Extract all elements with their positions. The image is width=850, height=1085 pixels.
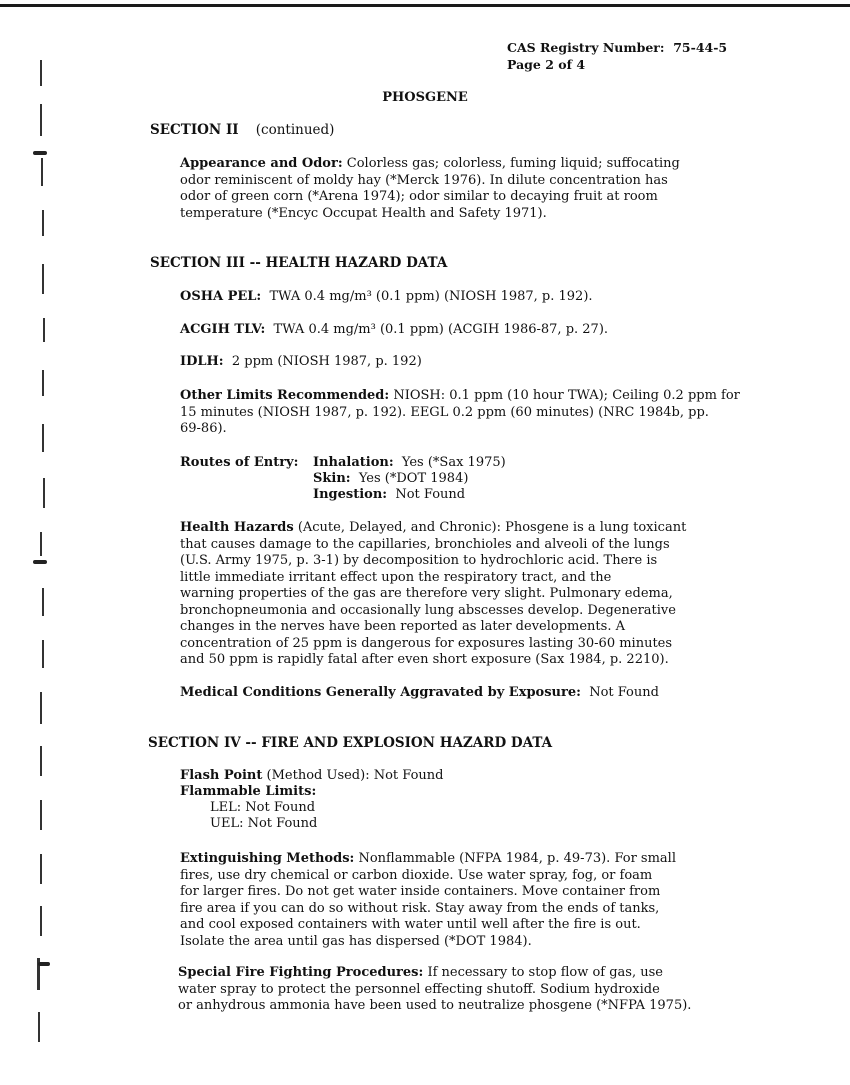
health-hazards-label: Health Hazards	[180, 520, 294, 535]
health-hazards-line: (Acute, Delayed, and Chronic): Phosgene is a lung toxicant	[297, 520, 687, 535]
section-2-title: SECTION II	[150, 122, 239, 138]
appearance-line: odor of green corn (*Arena 1974); odor similar to decaying fruit at room	[180, 189, 658, 204]
flash-point	[180, 768, 443, 785]
section-2-continued: (continued)	[255, 122, 335, 138]
other-limits-line: 15 minutes (NIOSH 1987, p. 192). EEGL 0.2 ppm (60 minutes) (NRC 1984b, pp.	[180, 404, 709, 420]
health-hazards-line: and 50 ppm is rapidly fatal after even short exposure (Sax 1984, p. 2210).	[180, 652, 669, 667]
cas-number: 75-44-5	[673, 40, 728, 55]
appearance-line: Colorless gas; colorless, fuming liquid; suffocating	[346, 156, 680, 171]
health-hazards-line: (U.S. Army 1975, p. 3-1) by decomposition to hydrochloric acid. There is	[180, 553, 658, 568]
route-label: Inhalation:	[313, 455, 394, 470]
medical-value: Not Found	[589, 685, 659, 700]
other-limits-line: NIOSH: 0.1 ppm (10 hour TWA); Ceiling 0.2 ppm for	[393, 388, 740, 403]
special-procedures-label: Special Fire Fighting Procedures:	[178, 965, 424, 980]
flash-point-label: Flash Point	[180, 768, 263, 783]
section-3-title: SECTION III -- HEALTH HAZARD DATA	[150, 255, 448, 271]
idlh-label: IDLH:	[180, 354, 224, 369]
appearance-paragraph	[180, 156, 680, 222]
other-limits-label: Other Limits Recommended:	[180, 388, 390, 403]
page-number: Page 2 of 4	[507, 57, 586, 72]
appearance-line: odor reminiscent of moldy hay (*Merck 1976). In dilute concentration has	[180, 172, 668, 188]
extinguishing-line: fires, use dry chemical or carbon dioxide. Use water spray, fog, or foam	[180, 867, 653, 883]
extinguishing-line: Nonflammable (NFPA 1984, p. 49-73). For small	[358, 851, 676, 866]
route-value: Yes (*Sax 1975)	[401, 455, 506, 470]
top-border-rule	[0, 4, 850, 7]
section-3-heading	[150, 255, 447, 271]
route-ingestion	[313, 487, 465, 504]
route-label: Skin:	[313, 471, 351, 486]
appearance-label: Appearance and Odor:	[180, 156, 343, 171]
health-hazards-paragraph	[180, 520, 686, 669]
other-limits-line: 69-86).	[180, 421, 227, 436]
medical-conditions	[180, 685, 659, 702]
extinguishing-label: Extinguishing Methods:	[180, 851, 355, 866]
idlh	[180, 354, 422, 371]
section-2-heading	[150, 122, 334, 138]
section-4-title: SECTION IV -- FIRE AND EXPLOSION HAZARD DATA	[148, 735, 553, 751]
routes-label: Routes of Entry:	[180, 455, 299, 470]
appearance-line: temperature (*Encyc Occupat Health and Safety 1971).	[180, 205, 547, 221]
health-hazards-line: bronchopneumonia and occasionally lung abscesses develop. Degenerative	[180, 602, 676, 618]
health-hazards-line: changes in the nerves have been reported as later developments. A	[180, 619, 625, 634]
flammable-limits	[180, 784, 316, 801]
document-title: PHOSGENE	[382, 90, 468, 105]
route-value: Not Found	[395, 487, 466, 502]
extinguishing-line: Isolate the area until gas has dispersed (*DOT 1984).	[180, 933, 532, 949]
special-procedures-line: water spray to protect the personnel effecting shutoff. Sodium hydroxide	[178, 981, 660, 997]
special-procedures-paragraph	[178, 965, 691, 1015]
osha-value: TWA 0.4 mg/m³ (0.1 ppm) (NIOSH 1987, p. 192).	[269, 289, 593, 304]
cas-label: CAS Registry Number:	[507, 40, 665, 55]
health-hazards-line: concentration of 25 ppm is dangerous for exposures lasting 30-60 minutes	[180, 635, 673, 651]
flammable-limits-label: Flammable Limits:	[180, 784, 317, 799]
acgih-tlv	[180, 322, 608, 339]
route-value: Yes (*DOT 1984)	[358, 471, 469, 486]
route-skin	[313, 471, 468, 488]
health-hazards-line: that causes damage to the capillaries, bronchioles and alveoli of the lungs	[180, 536, 670, 552]
osha-label: OSHA PEL:	[180, 289, 262, 304]
extinguishing-line: for larger fires. Do not get water inside containers. Move container from	[180, 884, 661, 899]
acgih-label: ACGIH TLV:	[180, 322, 266, 337]
extinguishing-line: fire area if you can do so without risk. Stay away from the ends of tanks,	[180, 900, 660, 916]
page-header	[507, 39, 727, 73]
health-hazards-line: warning properties of the gas are therefore very slight. Pulmonary edema,	[180, 586, 673, 601]
uel-value: UEL: Not Found	[210, 816, 318, 831]
acgih-value: TWA 0.4 mg/m³ (0.1 ppm) (ACGIH 1986-87, p. 27).	[273, 322, 609, 337]
extinguishing-line: and cool exposed containers with water until well after the fire is out.	[180, 917, 641, 932]
route-inhalation	[313, 455, 506, 472]
health-hazards-line: little immediate irritant effect upon the respiratory tract, and the	[180, 569, 612, 585]
other-limits-paragraph	[180, 388, 740, 438]
lel-value: LEL: Not Found	[210, 800, 316, 815]
idlh-value: 2 ppm (NIOSH 1987, p. 192)	[231, 354, 422, 369]
extinguishing-paragraph	[180, 851, 676, 950]
flash-point-value: (Method Used): Not Found	[266, 768, 444, 783]
osha-pel	[180, 289, 593, 306]
special-procedures-line: or anhydrous ammonia have been used to neutralize phosgene (*NFPA 1975).	[178, 998, 692, 1013]
section-4-heading	[148, 735, 552, 751]
special-procedures-line: If necessary to stop flow of gas, use	[427, 965, 663, 980]
medical-label: Medical Conditions Generally Aggravated by Exposure:	[180, 685, 581, 700]
route-label: Ingestion:	[313, 487, 388, 502]
